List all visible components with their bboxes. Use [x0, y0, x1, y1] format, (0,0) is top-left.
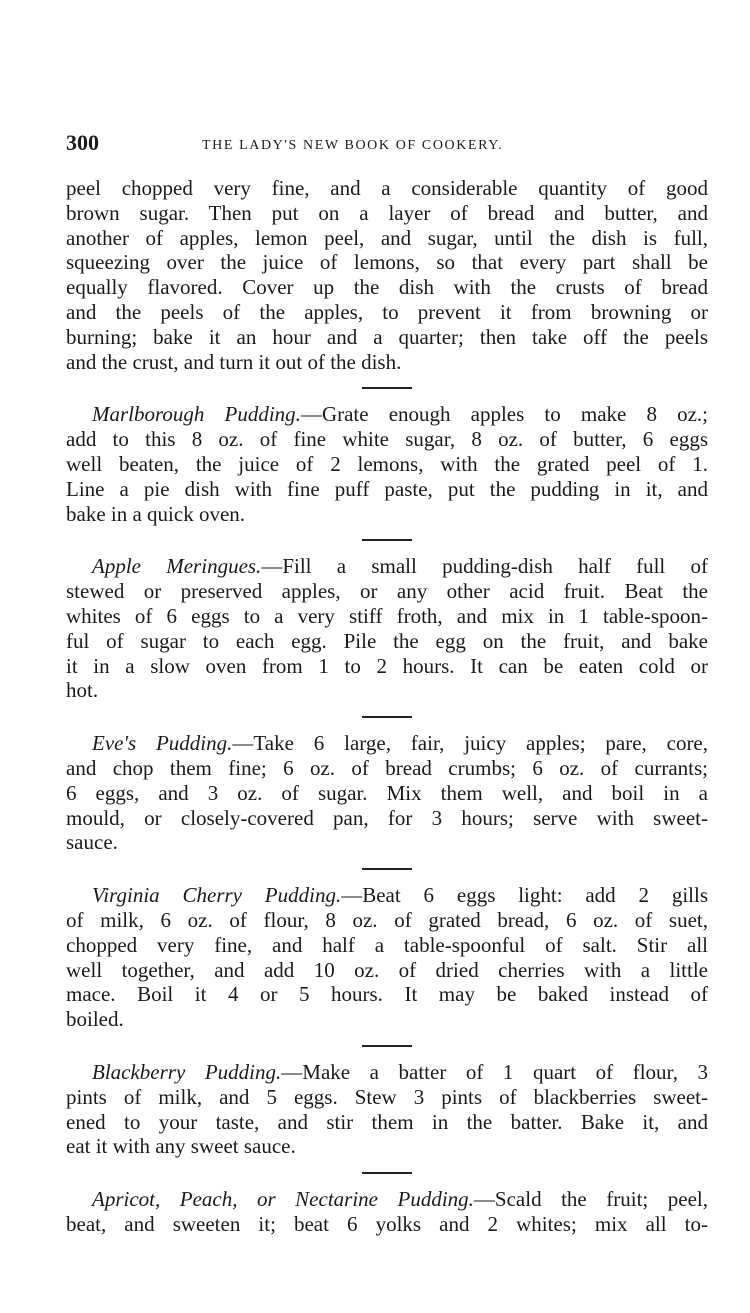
- page-number: 300: [66, 130, 99, 155]
- text-line: of milk, 6 oz. of flour, 8 oz. of grated bread, 6 oz. of suet,: [66, 907, 708, 932]
- recipe-title: Blackberry Pudding.: [92, 1059, 282, 1084]
- recipe-text: —Make a batter of 1 quart of flour, 3: [281, 1059, 708, 1084]
- recipe-text: —Take 6 large, fair, juicy apples; pare, core,: [232, 731, 709, 756]
- recipe-first-line: [66, 883, 708, 908]
- section-divider: [362, 868, 412, 870]
- text-line: equally flavored. Cover up the dish with the crusts of bread: [66, 275, 708, 300]
- recipe-text: —Scald the fruit; peel,: [473, 1187, 708, 1212]
- section-divider: [362, 716, 412, 718]
- recipe-marlborough-pudding: [66, 402, 708, 526]
- text-line: mace. Boil it 4 or 5 hours. It may be baked instead of: [66, 982, 708, 1007]
- text-line: peel chopped very fine, and a considerable quantity of good: [66, 176, 708, 200]
- recipe-first-line: [66, 1060, 708, 1085]
- recipe-apricot-peach-nectarine-pudding: [66, 1187, 708, 1237]
- recipe-title: Marlborough Pudding.: [92, 402, 301, 427]
- text-line: and chop them fine; 6 oz. of bread crumbs; 6 oz. of currants;: [66, 755, 708, 780]
- continuation-paragraph: [66, 176, 708, 374]
- text-line: add to this 8 oz. of fine white sugar, 8 oz. of butter, 6 eggs: [66, 427, 708, 452]
- section-divider: [362, 539, 412, 541]
- text-line: ened to your taste, and stir them in the batter. Bake it, and: [66, 1109, 708, 1134]
- text-line: beat, and sweeten it; beat 6 yolks and 2 whites; mix all to-: [66, 1211, 708, 1236]
- recipe-title: Apricot, Peach, or Nectarine Pudding.: [92, 1187, 474, 1212]
- recipe-text: —Beat 6 eggs light: add 2 gills: [341, 883, 709, 908]
- section-divider: [362, 387, 412, 389]
- text-line: another of apples, lemon peel, and sugar, until the dish is full,: [66, 225, 708, 250]
- page-header: [66, 130, 708, 160]
- recipe-first-line: [66, 402, 708, 427]
- text-line: eat it with any sweet sauce.: [66, 1134, 296, 1159]
- running-head: THE LADY'S NEW BOOK OF COOKERY.: [202, 138, 504, 153]
- text-line: boiled.: [66, 1007, 124, 1032]
- recipe-text: —Fill a small pudding-dish half full of: [261, 554, 709, 579]
- recipe-virginia-cherry-pudding: [66, 883, 708, 1032]
- text-line: well together, and add 10 oz. of dried cherries with a little: [66, 957, 708, 982]
- text-line: sauce.: [66, 830, 118, 855]
- text-line: pints of milk, and 5 eggs. Stew 3 pints of blackberries sweet-: [66, 1084, 708, 1109]
- text-line: mould, or closely-covered pan, for 3 hours; serve with sweet-: [66, 805, 708, 830]
- recipe-title: Apple Meringues.: [92, 554, 262, 579]
- text-line: Line a pie dish with fine puff paste, put the pudding in it, and: [66, 476, 708, 501]
- recipe-text: —Grate enough apples to make 8 oz.;: [300, 402, 708, 427]
- recipe-first-line: [66, 1187, 708, 1212]
- recipe-title: Virginia Cherry Pudding.: [92, 883, 342, 908]
- text-line: 6 eggs, and 3 oz. of sugar. Mix them well, and boil in a: [66, 780, 708, 805]
- text-line: burning; bake it an hour and a quarter; then take off the peels: [66, 324, 708, 349]
- text-line: brown sugar. Then put on a layer of bread and butter, and: [66, 200, 708, 225]
- text-line: well beaten, the juice of 2 lemons, with the grated peel of 1.: [66, 451, 708, 476]
- text-line: chopped very fine, and half a table-spoonful of salt. Stir all: [66, 932, 708, 957]
- text-line: and the peels of the apples, to prevent it from browning or: [66, 299, 708, 324]
- section-divider: [362, 1045, 412, 1047]
- text-line: bake in a quick oven.: [66, 501, 246, 526]
- recipe-title: Eve's Pudding.: [92, 731, 233, 756]
- text-line: squeezing over the juice of lemons, so that every part shall be: [66, 250, 708, 275]
- text-line: whites of 6 eggs to a very stiff froth, and mix in 1 table-spoon-: [66, 603, 708, 628]
- text-line: stewed or preserved apples, or any other acid fruit. Beat the: [66, 579, 708, 604]
- text-line: hot.: [66, 678, 99, 703]
- recipe-blackberry-pudding: [66, 1060, 708, 1159]
- recipe-first-line: [66, 554, 708, 579]
- recipe-eves-pudding: [66, 731, 708, 855]
- recipe-apple-meringues: [66, 554, 708, 703]
- text-line: and the crust, and turn it out of the dish.: [66, 349, 402, 374]
- page-body: [66, 176, 708, 1237]
- recipe-first-line: [66, 731, 708, 756]
- text-line: ful of sugar to each egg. Pile the egg on the fruit, and bake: [66, 628, 708, 653]
- text-line: it in a slow oven from 1 to 2 hours. It can be eaten cold or: [66, 653, 708, 678]
- section-divider: [362, 1172, 412, 1174]
